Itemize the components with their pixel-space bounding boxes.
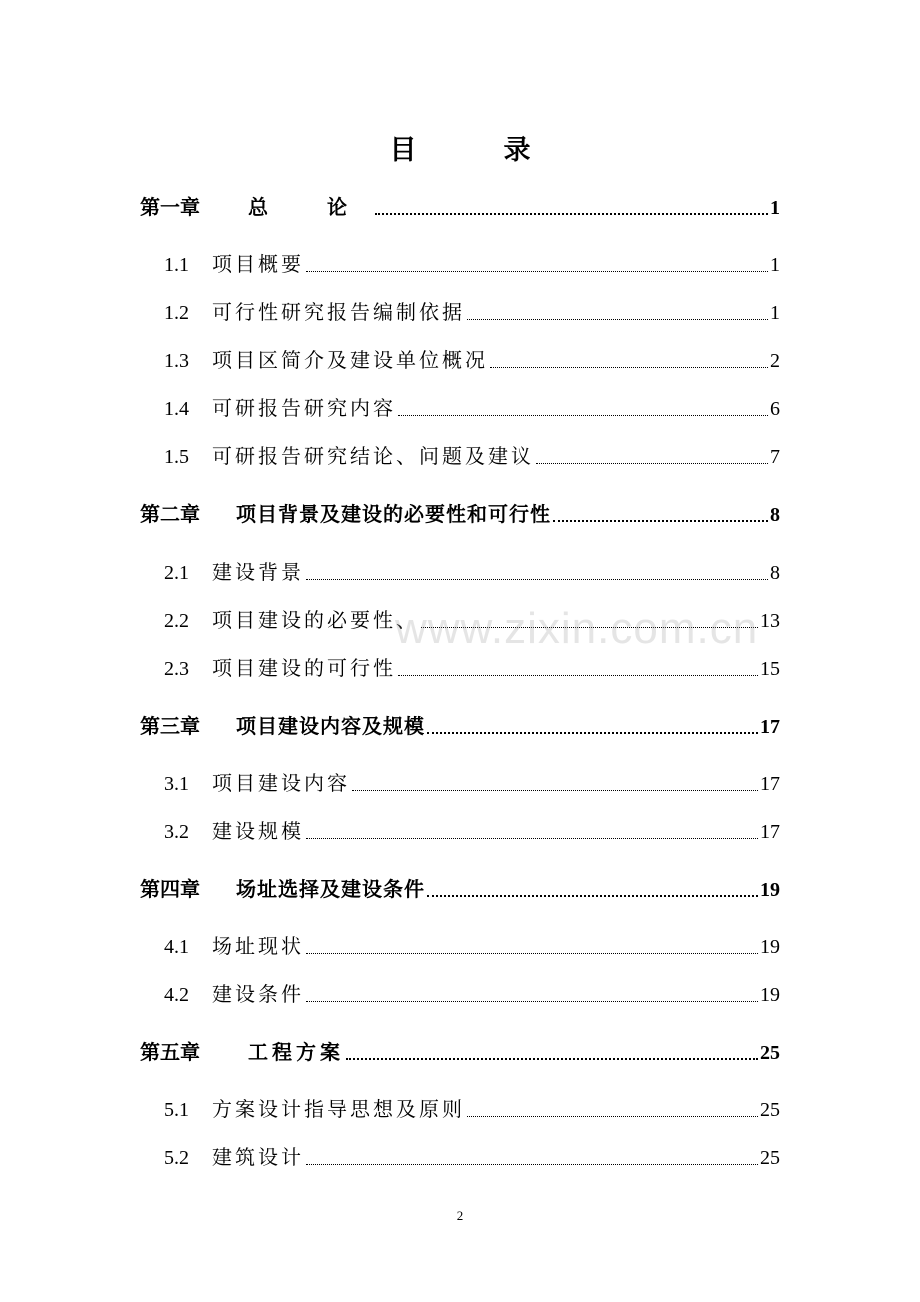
toc-dot-leader bbox=[467, 1116, 758, 1117]
toc-entry-page: 19 bbox=[760, 936, 780, 958]
toc-dot-leader bbox=[306, 838, 758, 839]
toc-entry-number: 1.2 bbox=[164, 302, 189, 324]
toc-dot-leader bbox=[490, 367, 768, 368]
toc-dot-leader bbox=[306, 1001, 758, 1002]
toc-section-entry[interactable] bbox=[140, 1140, 780, 1170]
toc-section-entry[interactable] bbox=[140, 651, 780, 681]
toc-entry-title: 建设规模 bbox=[212, 819, 304, 843]
toc-section-entry[interactable] bbox=[140, 439, 780, 469]
toc-entry-title: 建设条件 bbox=[212, 982, 304, 1006]
toc-entry-number: 第四章 bbox=[140, 877, 200, 901]
toc-chapter-entry[interactable] bbox=[140, 497, 780, 527]
toc-entry-number: 1.5 bbox=[164, 446, 189, 468]
toc-entry-number: 第三章 bbox=[140, 714, 200, 738]
toc-entry-number: 第二章 bbox=[140, 502, 200, 526]
toc-section-entry[interactable] bbox=[140, 555, 780, 585]
toc-chapter-entry[interactable] bbox=[140, 709, 780, 739]
toc-entry-title: 可行性研究报告编制依据 bbox=[212, 300, 465, 324]
toc-section-entry[interactable] bbox=[140, 343, 780, 373]
toc-dot-leader bbox=[398, 675, 758, 676]
toc-entry-title: 建筑设计 bbox=[212, 1145, 304, 1169]
toc-section-entry[interactable] bbox=[140, 929, 780, 959]
toc-dot-leader bbox=[352, 790, 758, 791]
toc-entry-page: 17 bbox=[760, 821, 780, 843]
toc-dot-leader bbox=[427, 732, 758, 734]
toc-dot-leader bbox=[375, 213, 768, 215]
toc-entry-title: 方案设计指导思想及原则 bbox=[212, 1097, 465, 1121]
toc-entry-number: 1.4 bbox=[164, 398, 189, 420]
toc-entry-page: 25 bbox=[760, 1042, 780, 1064]
page-title: 目 录 bbox=[389, 135, 561, 166]
toc-entry-title: 工程方案 bbox=[248, 1040, 344, 1064]
toc-dot-leader bbox=[427, 895, 758, 897]
toc-section-entry[interactable] bbox=[140, 766, 780, 796]
toc-dot-leader bbox=[306, 579, 768, 580]
toc-entry-title: 项目建设的可行性 bbox=[212, 656, 396, 680]
toc-dot-leader bbox=[467, 319, 768, 320]
toc-entry-number: 2.3 bbox=[164, 658, 189, 680]
toc-entry-number: 1.3 bbox=[164, 350, 189, 372]
toc-entry-number: 3.2 bbox=[164, 821, 189, 843]
toc-dot-leader bbox=[306, 953, 758, 954]
toc-entry-title: 建设背景 bbox=[212, 560, 304, 584]
toc-chapter-entry[interactable] bbox=[140, 1035, 780, 1065]
toc-dot-leader bbox=[536, 463, 768, 464]
toc-section-entry[interactable] bbox=[140, 977, 780, 1007]
toc-section-entry[interactable] bbox=[140, 1092, 780, 1122]
toc-section-entry[interactable] bbox=[140, 295, 780, 325]
toc-entry-page: 8 bbox=[770, 562, 780, 584]
toc-entry-number: 2.1 bbox=[164, 562, 189, 584]
toc-entry-number: 4.1 bbox=[164, 936, 189, 958]
page-number: 2 bbox=[456, 1208, 464, 1223]
toc-entry-number: 3.1 bbox=[164, 773, 189, 795]
toc-entry-page: 7 bbox=[770, 446, 780, 468]
watermark: www.zixin.com.cn bbox=[395, 604, 759, 653]
toc-entry-title: 总 论 bbox=[248, 195, 373, 219]
toc-dot-leader bbox=[398, 415, 768, 416]
toc-entry-page: 17 bbox=[760, 773, 780, 795]
toc-entry-title: 场址现状 bbox=[212, 934, 304, 958]
toc-entry-title: 项目区简介及建设单位概况 bbox=[212, 348, 488, 372]
toc-entry-page: 15 bbox=[760, 658, 780, 680]
toc-entry-page: 1 bbox=[770, 254, 780, 276]
toc-entry-title: 项目建设的必要性、 bbox=[212, 608, 419, 632]
toc-entry-page: 8 bbox=[770, 504, 780, 526]
toc-entry-title: 可研报告研究内容 bbox=[212, 396, 396, 420]
toc-entry-page: 19 bbox=[760, 984, 780, 1006]
toc-entry-page: 6 bbox=[770, 398, 780, 420]
toc-section-entry[interactable] bbox=[140, 814, 780, 844]
toc-entry-page: 2 bbox=[770, 350, 780, 372]
toc-entry-page: 1 bbox=[770, 302, 780, 324]
toc-entry-number: 2.2 bbox=[164, 610, 189, 632]
toc-entry-title: 项目建设内容及规模 bbox=[236, 714, 425, 738]
toc-entry-number: 5.2 bbox=[164, 1147, 189, 1169]
toc-entry-title: 项目概要 bbox=[212, 252, 304, 276]
toc-entry-title: 项目建设内容 bbox=[212, 771, 350, 795]
toc-section-entry[interactable] bbox=[140, 391, 780, 421]
toc-section-entry[interactable] bbox=[140, 247, 780, 277]
toc-entry-number: 第一章 bbox=[140, 195, 200, 219]
toc-entry-page: 17 bbox=[760, 716, 780, 738]
toc-entry-page: 25 bbox=[760, 1099, 780, 1121]
toc-entry-number: 第五章 bbox=[140, 1040, 200, 1064]
toc-entry-title: 项目背景及建设的必要性和可行性 bbox=[236, 502, 551, 526]
toc-entry-number: 1.1 bbox=[164, 254, 189, 276]
toc-entry-number: 5.1 bbox=[164, 1099, 189, 1121]
toc-entry-page: 25 bbox=[760, 1147, 780, 1169]
toc-entry-title: 场址选择及建设条件 bbox=[236, 877, 425, 901]
toc-entry-page: 1 bbox=[770, 197, 780, 219]
toc-entry-page: 13 bbox=[760, 610, 780, 632]
toc-dot-leader bbox=[553, 520, 768, 522]
toc-entry-number: 4.2 bbox=[164, 984, 189, 1006]
toc-entry-page: 19 bbox=[760, 879, 780, 901]
toc-chapter-entry[interactable] bbox=[140, 190, 780, 220]
toc-dot-leader bbox=[306, 271, 768, 272]
toc-dot-leader bbox=[306, 1164, 758, 1165]
toc-chapter-entry[interactable] bbox=[140, 872, 780, 902]
toc-dot-leader bbox=[346, 1058, 758, 1060]
toc-entry-title: 可研报告研究结论、问题及建议 bbox=[212, 444, 534, 468]
